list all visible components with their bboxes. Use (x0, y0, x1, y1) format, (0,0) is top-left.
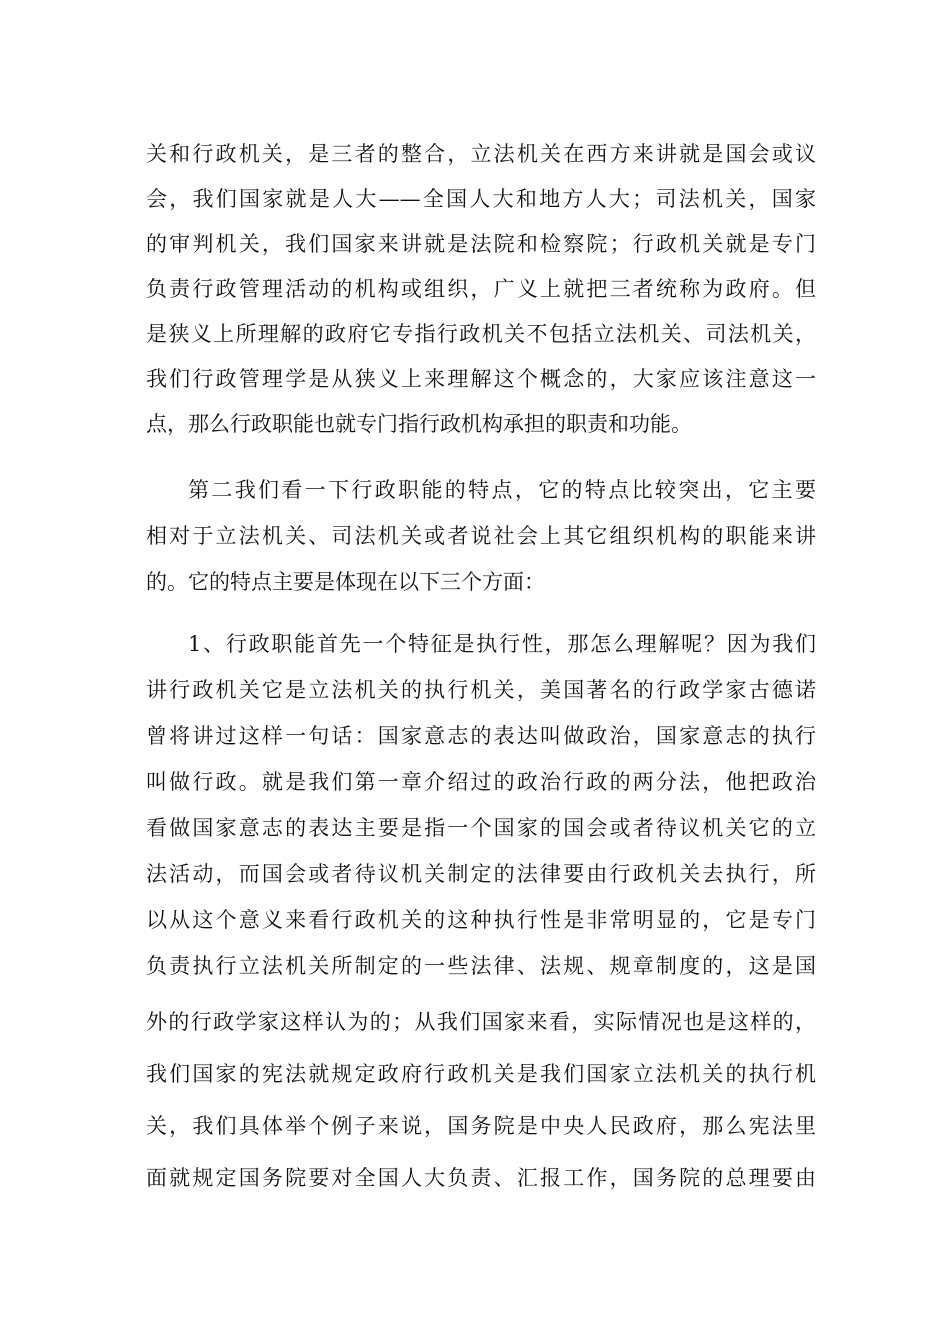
text-line: 以从这个意义来看行政机关的这种执行性是非常明显的，它是专门 (146, 908, 816, 932)
text-line: 法活动，而国会或者待议机关制定的法律要由行政机关去执行，所 (146, 862, 816, 886)
text-line: 我们行政管理学是从狭义上来理解这个概念的，大家应该注意这一 (146, 367, 816, 391)
text-line: 负责行政管理活动的机构或组织，广义上就把三者统称为政府。但 (146, 277, 816, 301)
text-line: 负责执行立法机关所制定的一些法律、法规、规章制度的，这是国 (146, 954, 816, 978)
text-line: 看做国家意志的表达主要是指一个国家的国会或者待议机关它的立 (146, 816, 816, 840)
text-line: 叫做行政。就是我们第一章介绍过的政治行政的两分法，他把政治 (146, 770, 816, 794)
text-line: 曾将讲过这样一句话：国家意志的表达叫做政治，国家意志的执行 (146, 724, 816, 748)
paragraph-first-line: 第二我们看一下行政职能的特点，它的特点比较突出，它主要 (188, 478, 816, 502)
text-line: 面就规定国务院要对全国人大负责、汇报工作，国务院的总理要由 (146, 1166, 816, 1190)
text-line: 的。它的特点主要是体现在以下三个方面： (146, 570, 545, 594)
text-line: 我们国家的宪法就规定政府行政机关是我们国家立法机关的执行机 (146, 1062, 816, 1086)
text-line: 关，我们具体举个例子来说，国务院是中央人民政府，那么宪法里 (146, 1114, 816, 1138)
text-line: 相对于立法机关、司法机关或者说社会上其它组织机构的职能来讲 (146, 524, 816, 548)
text-line: 讲行政机关它是立法机关的执行机关，美国著名的行政学家古德诺 (146, 678, 816, 702)
text-line: 会，我们国家就是人大——全国人大和地方人大；司法机关，国家 (146, 187, 816, 211)
text-line: 点，那么行政职能也就专门指行政机构承担的职责和功能。 (146, 412, 692, 436)
text-line: 是狭义上所理解的政府它专指行政机关不包括立法机关、司法机关， (146, 322, 816, 346)
text-line: 外的行政学家这样认为的；从我们国家来看，实际情况也是这样的， (146, 1010, 816, 1034)
paragraph-first-line: 1、行政职能首先一个特征是执行性，那怎么理解呢？因为我们 (188, 632, 816, 656)
text-line: 关和行政机关，是三者的整合，立法机关在西方来讲就是国会或议 (146, 142, 816, 166)
text-line: 的审判机关，我们国家来讲就是法院和检察院；行政机关就是专门 (146, 232, 816, 256)
